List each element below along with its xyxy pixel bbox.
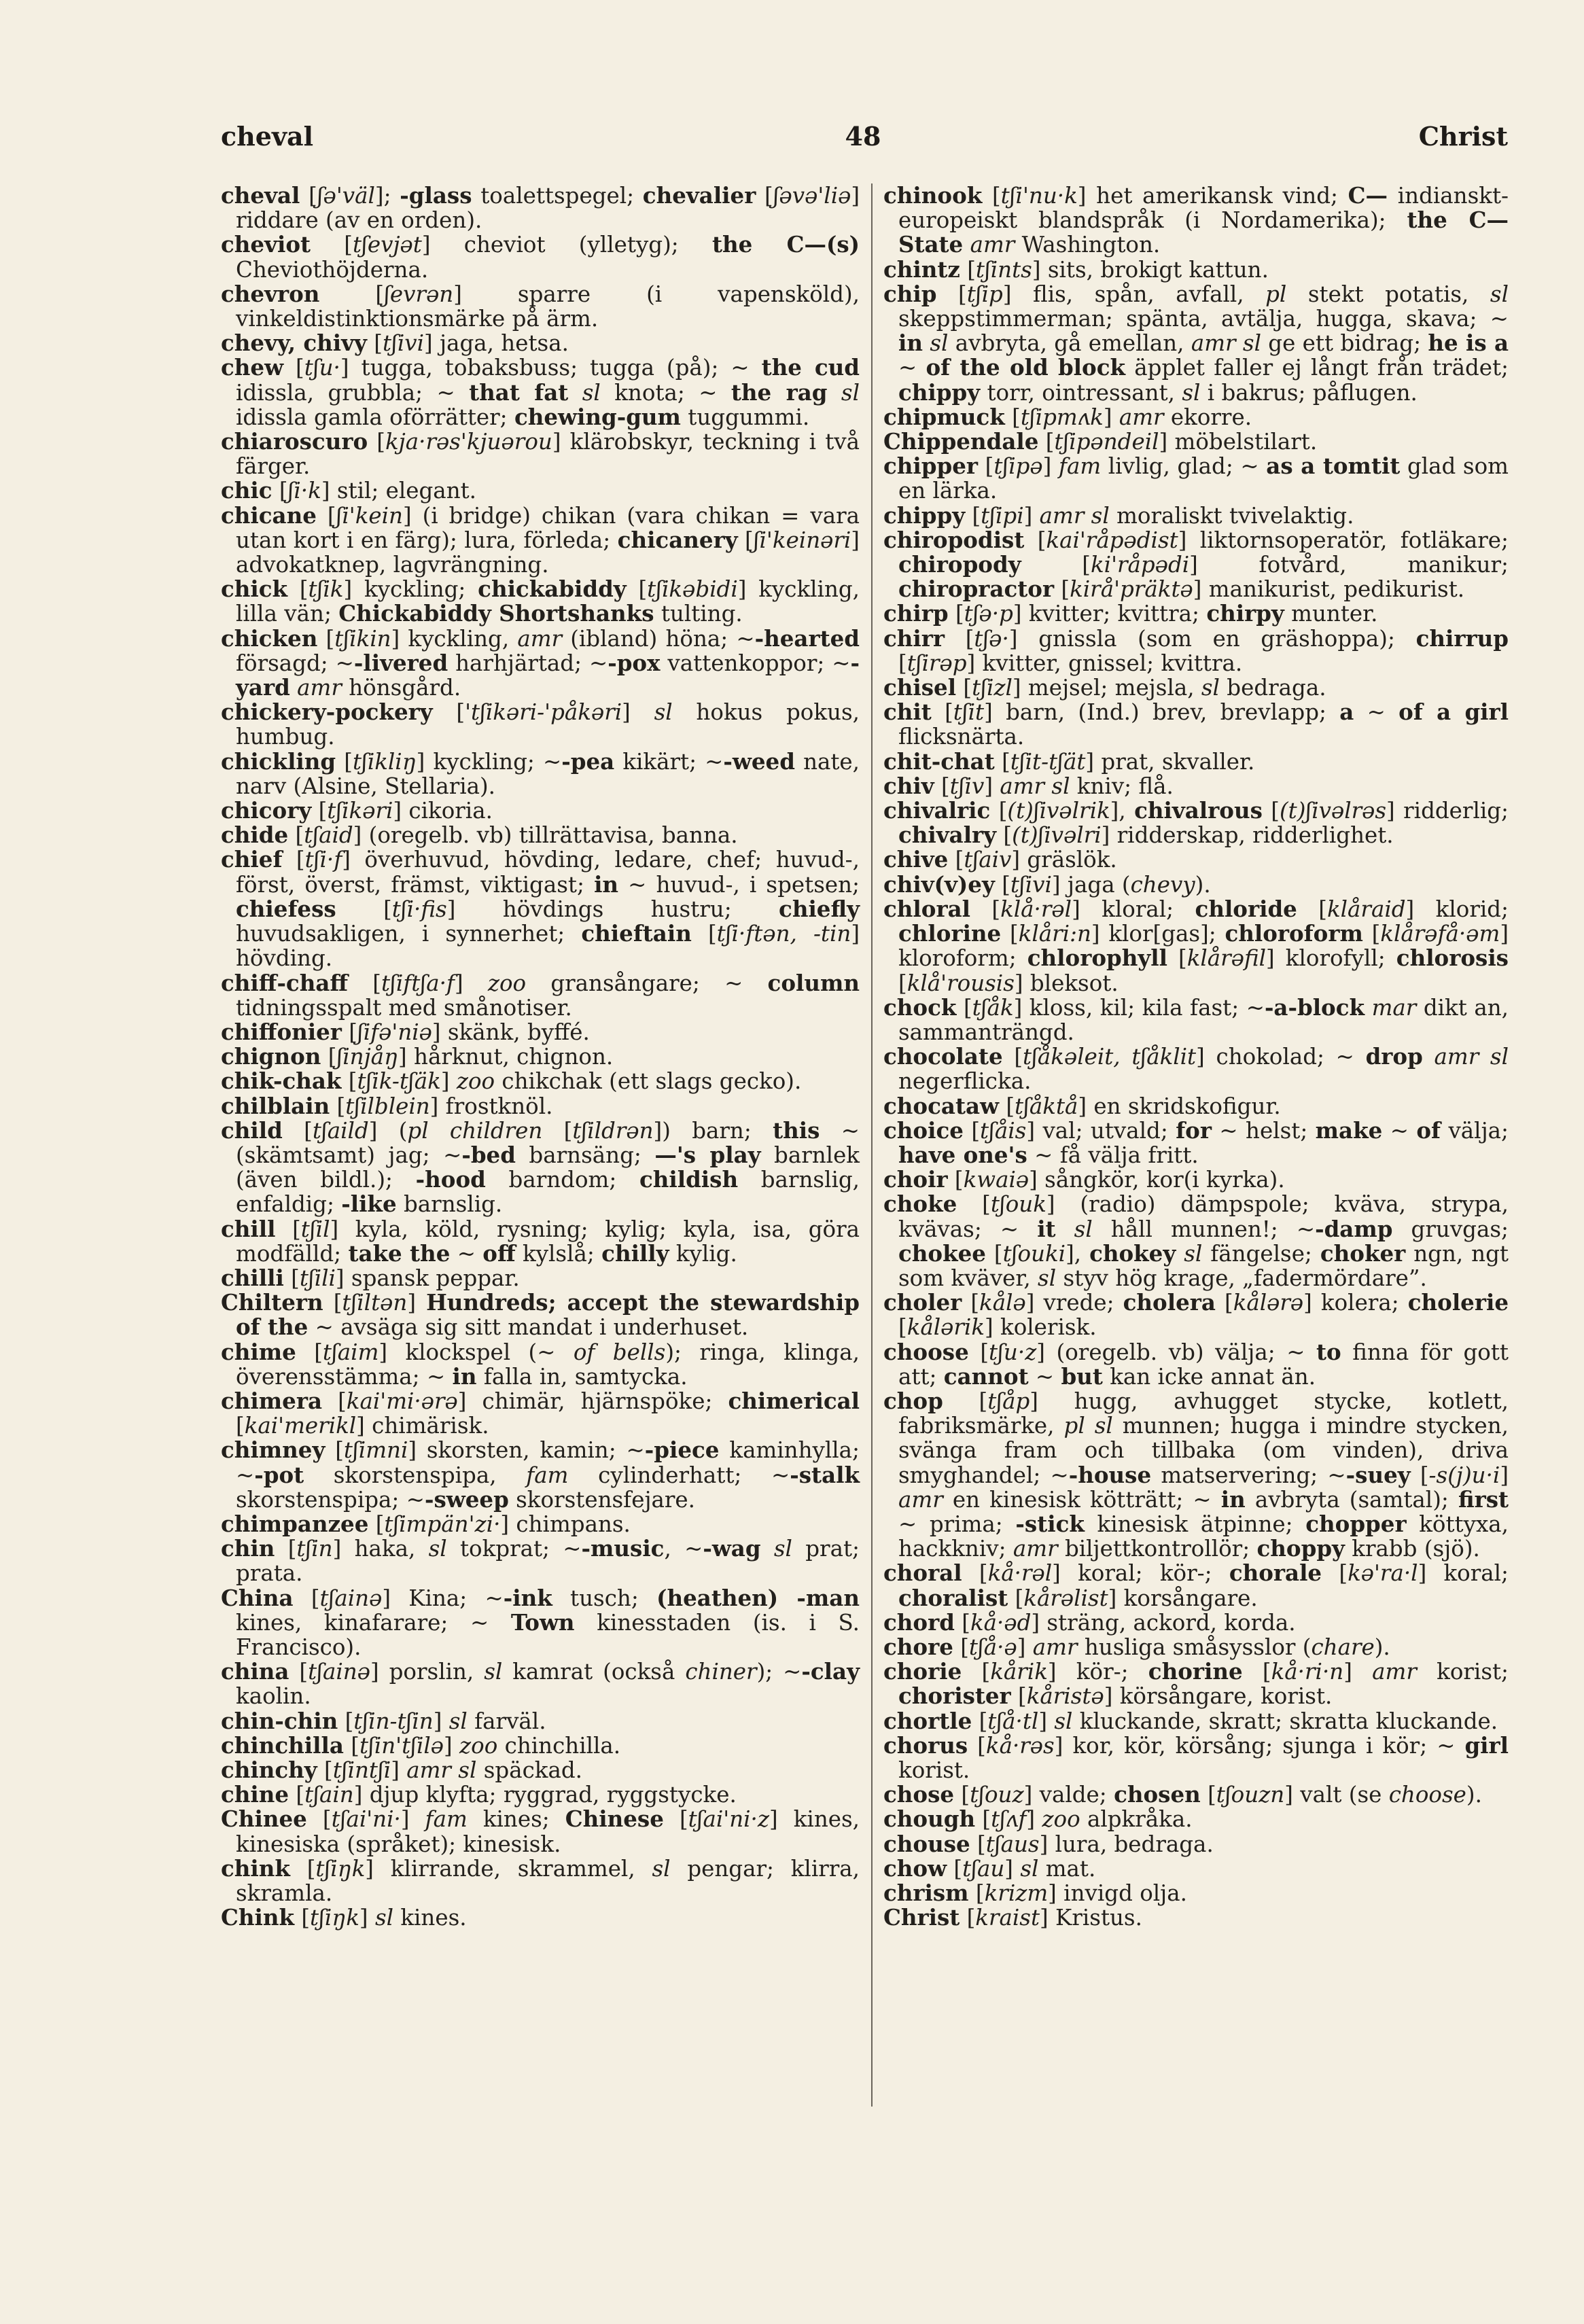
dictionary-entry: chiv(v)ey [tʃivi] jaga (chevy). xyxy=(883,870,1211,898)
dictionary-entry: chocataw [tʃåktå] en skridskofigur. xyxy=(883,1092,1281,1119)
dictionary-entry: child [tʃaild] (pl children [tʃildrən]) barn; this ~ (skämtsamt) jag; ~-bed barnsäng; —'s play barnlek (även bildl.); -hood barndom; childish barnslig, enfaldig; -like barnslig. xyxy=(221,1116,860,1218)
dictionary-entry: chicory [tʃikəri] cikoria. xyxy=(221,797,493,824)
dictionary-entry: chock [tʃåk] kloss, kil; kila fast; ~-a-block mar dikt an, sammanträngd. xyxy=(883,993,1509,1045)
left-column xyxy=(221,183,860,1930)
dictionary-entry: chik-chak [tʃik-tʃäk] zoo chikchak (ett slags gecko). xyxy=(221,1068,802,1095)
dictionary-entry: choler [kålə] vrede; cholera [kålərə] kolera; cholerie [kålərik] kolerisk. xyxy=(883,1289,1509,1341)
dictionary-entry: chord [kå·əd] sträng, ackord, korda. xyxy=(883,1608,1296,1636)
dictionary-entry: chipper [tʃipə] fam livlig, glad; ~ as a tomtit glad som en lärka. xyxy=(883,453,1509,504)
dictionary-entry: chorus [kå·rəs] kor, kör, körsång; sjunga i kör; ~ girl korist. xyxy=(883,1731,1509,1783)
dictionary-entry: chill [tʃil] kyla, köld, rysning; kylig; kyla, isa, göra modfälld; take the ~ off kylslå; chilly kylig. xyxy=(221,1215,860,1267)
dictionary-entry: chimney [tʃimni] skorsten, kamin; ~-piece kaminhylla; ~-pot skorstenspipa, fam cylinderhatt; ~-stalk skorstenspipa; ~-sweep skorstensfejare. xyxy=(221,1437,860,1513)
right-guide-word: Christ xyxy=(1418,121,1508,152)
dictionary-entry: chief [tʃi·f] överhuvud, hövding, ledare, chef; huvud-, först, överst, främst, viktigast; in ~ huvud-, i spetsen; chiefess [tʃi·fis] hövdings hustru; chiefly huvudsakligen, i synnerhet; chieftain [tʃi·ftən, -tin] hövding. xyxy=(221,846,860,972)
dictionary-entry: chiff-chaff [tʃiftʃa·f] zoo gransångare; ~ column tidningsspalt med smånotiser. xyxy=(221,969,860,1021)
dictionary-entry: chough [tʃʌf] zoo alpkråka. xyxy=(883,1806,1193,1833)
dictionary-entry: chintz [tʃints] sits, brokigt kattun. xyxy=(883,256,1269,283)
dictionary-entry: Chippendale [tʃipəndeil] möbelstilart. xyxy=(883,428,1318,455)
dictionary-entry: chiv [tʃiv] amr sl kniv; flå. xyxy=(883,772,1174,799)
dictionary-entry: choke [tʃouk] (radio) dämpspole; kväva, strypa, kvävas; ~ it sl håll munnen!; ~-damp gruvgas; chokee [tʃouki], chokey sl fängelse; choker ngn, ngt som kväver, sl styv hög krage, „fadermördare”. xyxy=(883,1191,1509,1291)
dictionary-entry: chimpanzee [tʃimpän'zi·] chimpans. xyxy=(221,1510,631,1537)
dictionary-entry: Christ [kraist] Kristus. xyxy=(883,1904,1142,1931)
dictionary-entry: chloral [klå·rəl] kloral; chloride [klåraid] klorid; chlorine [klåri:n] klor[gas]; chloroform [klårəfå·əm] kloroform; chlorophyll [klårəfil] klorofyll; chlorosis [klå'rousis] bleksot. xyxy=(883,895,1509,996)
dictionary-entry: choral [kå·rəl] koral; kör-; chorale [kə'ra·l] koral; choralist [kårəlist] korsångare. xyxy=(883,1560,1509,1611)
dictionary-entry: chose [tʃouz] valde; chosen [tʃouzn] valt (se choose). xyxy=(883,1781,1482,1808)
dictionary-entry: chicken [tʃikin] kyckling, amr (ibland) höna; ~-hearted försagd; ~-livered harhjärtad; ~-pox vattenkoppor; ~-yard amr hönsgård. xyxy=(221,624,860,701)
dictionary-entry: chiffonier [ʃifə'niə] skänk, byffé. xyxy=(221,1018,590,1045)
dictionary-entry: cheviot [tʃevjət] cheviot (ylletyg); the C—(s) Cheviothöjderna. xyxy=(221,231,860,283)
dictionary-entry: chilblain [tʃilblein] frostknöl. xyxy=(221,1092,553,1119)
dictionary-entry: Chink [tʃiŋk] sl kines. xyxy=(221,1904,467,1931)
dictionary-entry: choice [tʃåis] val; utvald; for ~ helst; make ~ of välja; have one's ~ få välja fritt. xyxy=(883,1116,1509,1168)
dictionary-entry: chivalric [(t)ʃivəlrik], chivalrous [(t)ʃivəlrəs] ridderlig; chivalry [(t)ʃivəlri] ridderskap, ridderlighet. xyxy=(883,797,1509,849)
dictionary-entry: chipmuck [tʃipmʌk] amr ekorre. xyxy=(883,403,1252,430)
dictionary-entry: chicane [ʃi'kein] (i bridge) chikan (vara chikan = vara utan kort i en färg); lura, förleda; chicanery [ʃi'keinəri] advokatknep, lagvrängning. xyxy=(221,501,860,578)
dictionary-entry: chin-chin [tʃin-tʃin] sl farväl. xyxy=(221,1707,546,1734)
dictionary-entry: choose [tʃu·z] (oregelb. vb) välja; ~ to finna för gott att; cannot ~ but kan icke annat än. xyxy=(883,1338,1509,1390)
dictionary-entry: chinchy [tʃintʃi] amr sl späckad. xyxy=(221,1757,582,1783)
dictionary-entry: chisel [tʃizl] mejsel; mejsla, sl bedraga. xyxy=(883,674,1326,701)
dictionary-entry: chiaroscuro [kja·rəs'kjuərou] klärobskyr, teckning i två färger. xyxy=(221,428,860,480)
dictionary-entry: chocolate [tʃåkəleit, tʃåklit] chokolad; ~ drop amr sl negerflicka. xyxy=(883,1043,1509,1095)
dictionary-entry: Chiltern [tʃiltən] Hundreds; accept the stewardship of the ~ avsäga sig sitt mandat i underhuset. xyxy=(221,1289,860,1341)
dictionary-entry: chink [tʃiŋk] klirrande, skrammel, sl pengar; klirra, skramla. xyxy=(221,1854,860,1907)
dictionary-entry: chow [tʃau] sl mat. xyxy=(883,1854,1096,1882)
dictionary-entry: chirp [tʃə·p] kvitter; kvittra; chirpy munter. xyxy=(883,600,1378,627)
dictionary-entry: chirr [tʃə·] gnissla (som en gräshoppa); chirrup [tʃirəp] kvitter, gnissel; kvittra. xyxy=(883,624,1509,676)
dictionary-entry: chore [tʃå·ə] amr husliga småsysslor (chare). xyxy=(883,1633,1390,1660)
dictionary-entry: chilli [tʃili] spansk peppar. xyxy=(221,1264,520,1291)
dictionary-entry: choir [kwaiə] sångkör, kor(i kyrka). xyxy=(883,1166,1285,1193)
dictionary-entry: chippy [tʃipi] amr sl moraliskt tvivelaktig. xyxy=(883,501,1354,529)
dictionary-entry: chive [tʃaiv] gräslök. xyxy=(883,846,1117,873)
right-column xyxy=(883,183,1509,1930)
dictionary-entry: chimera [kai'mi·ərə] chimär, hjärnspöke; chimerical [kai'merikl] chimärisk. xyxy=(221,1387,860,1439)
page-number: 48 xyxy=(845,121,881,152)
dictionary-entry: cheval [ʃə'väl]; -glass toalettspegel; chevalier [ʃəvə'liə] riddare (av en orden). xyxy=(221,182,860,234)
dictionary-entry: chignon [ʃinjåŋ] hårknut, chignon. xyxy=(221,1043,614,1070)
dictionary-entry: chime [tʃaim] klockspel (~ of bells); ringa, klinga, överensstämma; ~ in falla in, samtycka. xyxy=(221,1338,860,1390)
left-guide-word: cheval xyxy=(221,121,314,152)
dictionary-entry: chit-chat [tʃit-tʃät] prat, skvaller. xyxy=(883,747,1255,775)
dictionary-entry: chide [tʃaid] (oregelb. vb) tillrättavisa, banna. xyxy=(221,822,738,849)
dictionary-entry: chickling [tʃikliŋ] kyckling; ~-pea kikärt; ~-weed nate, narv (Alsine, Stellaria). xyxy=(221,747,860,799)
dictionary-entry: chip [tʃip] flis, spån, avfall, pl stekt potatis, sl skeppstimmerman; spänta, avtälja, hugga, skava; ~ in sl avbryta, gå emellan, amr sl ge ett bidrag; he is a ~ of the old block äpplet faller ej långt från trädet; chippy torr, ointressant, sl i bakrus; påflugen. xyxy=(883,280,1509,406)
dictionary-entry: chortle [tʃå·tl] sl kluckande, skratt; skratta kluckande. xyxy=(883,1707,1498,1734)
dictionary-entry: chiropodist [kai'råpədist] liktornsoperatör, fotläkare; chiropody [ki'råpədi] fotvård, manikur; chiropractor [kirå'präktə] manikurist, pedikurist. xyxy=(883,526,1509,603)
dictionary-entry: chinchilla [tʃin'tʃilə] zoo chinchilla. xyxy=(221,1731,621,1759)
dictionary-entry: chop [tʃåp] hugg, avhugget stycke, kotlett, fabriksmärke, pl sl munnen; hugga i mindre stycken, svänga fram och tillbaka (om vinden), driva smyghandel; ~-house matservering; ~-suey [-s(j)u·i] amr en kinesisk kötträtt; ~ in avbryta (samtal); first ~ prima; -stick kinesisk ätpinne; chopper köttyxa, hackkniv; amr biljettkontrollör; choppy krabb (sjö). xyxy=(883,1387,1509,1562)
dictionary-entry: chrism [krizm] invigd olja. xyxy=(883,1880,1187,1907)
dictionary-entry: chic [ʃi·k] stil; elegant. xyxy=(221,477,477,504)
dictionary-entry: chit [tʃit] barn, (Ind.) brev, brevlapp; a ~ of a girl flicksnärta. xyxy=(883,699,1509,750)
dictionary-entry: chickery-pockery ['tʃikəri-'påkəri] sl hokus pokus, humbug. xyxy=(221,699,860,750)
dictionary-entry: chinook [tʃi'nu·k] het amerikansk vind; C— indianskt-europeiskt blandspråk (i Nordamerika); the C— State amr Washington. xyxy=(883,182,1509,258)
dictionary-entry: china [tʃainə] porslin, sl kamrat (också chiner); ~-clay kaolin. xyxy=(221,1658,860,1710)
dictionary-entry: chew [tʃu·] tugga, tobaksbuss; tugga (på); ~ the cud idissla, grubbla; ~ that fat sl knota; ~ the rag sl idissla gamla oförrätter; chewing-gum tuggummi. xyxy=(221,354,860,430)
dictionary-entry: chevron [ʃevrən] sparre (i vapensköld), vinkeldistinktionsmärke på ärm. xyxy=(221,280,860,332)
dictionary-entry: chin [tʃin] haka, sl tokprat; ~-music, ~-wag sl prat; prata. xyxy=(221,1535,860,1587)
dictionary-entry: chouse [tʃaus] lura, bedraga. xyxy=(883,1830,1214,1857)
dictionary-entry: Chinee [tʃai'ni·] fam kines; Chinese [tʃai'ni·z] kines, kinesiska (språket); kinesisk. xyxy=(221,1806,860,1857)
dictionary-entry: chevy, chivy [tʃivi] jaga, hetsa. xyxy=(221,330,569,357)
dictionary-entry: chick [tʃik] kyckling; chickabiddy [tʃikəbidi] kyckling, lilla vän; Chickabiddy Shortshanks tulting. xyxy=(221,576,860,627)
dictionary-entry: China [tʃainə] Kina; ~-ink tusch; (heathen) -man kines, kinafarare; ~ Town kinesstaden (is. i S. Francisco). xyxy=(221,1584,860,1660)
dictionary-entry: chine [tʃain] djup klyfta; ryggrad, ryggstycke. xyxy=(221,1781,737,1808)
dictionary-entry: chorie [kårik] kör-; chorine [kå·ri·n] amr korist; chorister [kåristə] körsångare, korist. xyxy=(883,1658,1509,1710)
column-divider xyxy=(871,183,873,2107)
